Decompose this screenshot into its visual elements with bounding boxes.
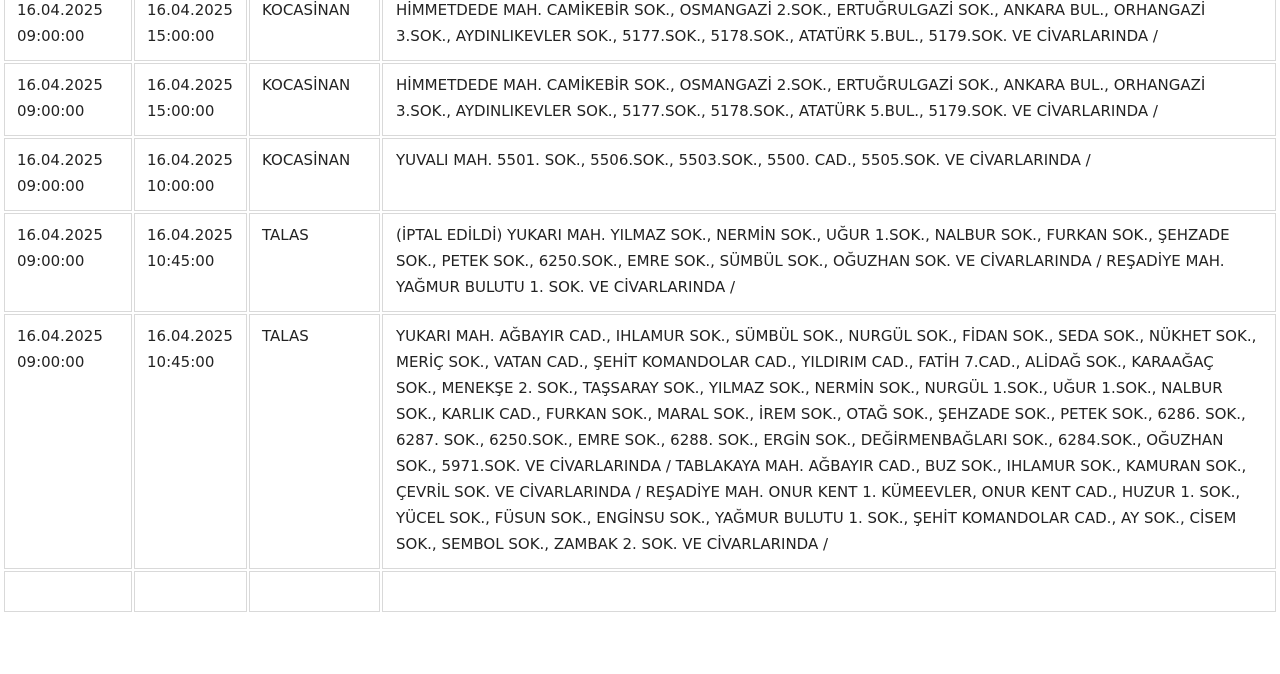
- start-datetime-cell: [4, 314, 132, 569]
- table-row: [4, 314, 1276, 569]
- end-datetime-cell: [134, 213, 247, 312]
- start-time: 09:00:00: [17, 27, 85, 45]
- end-date: 16.04.2025: [147, 76, 233, 94]
- end-datetime-cell: [134, 138, 247, 211]
- address-cell: HİMMETDEDE MAH. CAMİKEBİR SOK., OSMANGAZİ 2.SOK., ERTUĞRULGAZİ SOK., ANKARA BUL., ORHANGAZİ 3.SOK., AYDINLIKEVLER SOK., 5177.SOK., 5178.SOK., ATATÜRK 5.BUL., 5179.SOK. VE CİVARLARINDA /: [382, 0, 1276, 61]
- start-date: 16.04.2025: [17, 1, 103, 19]
- table-row: [4, 138, 1276, 211]
- table-row: [4, 63, 1276, 136]
- power-outage-table: [2, 0, 1278, 614]
- district-cell: KOCASİNAN: [249, 138, 380, 211]
- address-cell: YUVALI MAH. 5501. SOK., 5506.SOK., 5503.SOK., 5500. CAD., 5505.SOK. VE CİVARLARINDA /: [382, 138, 1276, 211]
- start-datetime-cell: [4, 0, 132, 61]
- end-datetime-cell: [134, 314, 247, 569]
- end-time: 10:00:00: [147, 177, 215, 195]
- end-time: 10:45:00: [147, 252, 215, 270]
- start-date: 16.04.2025: [17, 226, 103, 244]
- start-datetime-cell: [4, 138, 132, 211]
- district-cell: TALAS: [249, 314, 380, 569]
- district-cell: KOCASİNAN: [249, 63, 380, 136]
- end-datetime-cell: [134, 0, 247, 61]
- district-cell: TALAS: [249, 213, 380, 312]
- start-time: 09:00:00: [17, 177, 85, 195]
- start-time: 09:00:00: [17, 252, 85, 270]
- end-date: 16.04.2025: [147, 327, 233, 345]
- table-row: [4, 213, 1276, 312]
- start-datetime-cell: [4, 213, 132, 312]
- empty-cell: [249, 571, 380, 612]
- empty-cell: [4, 571, 132, 612]
- end-time: 15:00:00: [147, 102, 215, 120]
- address-cell: (İPTAL EDİLDİ) YUKARI MAH. YILMAZ SOK., NERMİN SOK., UĞUR 1.SOK., NALBUR SOK., FURKAN SOK., ŞEHZADE SOK., PETEK SOK., 6250.SOK., EMRE SOK., SÜMBÜL SOK., OĞUZHAN SOK. VE CİVARLARINDA / REŞADİYE MAH. YAĞMUR BULUTU 1. SOK. VE CİVARLARINDA /: [382, 213, 1276, 312]
- end-date: 16.04.2025: [147, 1, 233, 19]
- end-time: 10:45:00: [147, 353, 215, 371]
- end-date: 16.04.2025: [147, 151, 233, 169]
- start-time: 09:00:00: [17, 353, 85, 371]
- address-cell: YUKARI MAH. AĞBAYIR CAD., IHLAMUR SOK., SÜMBÜL SOK., NURGÜL SOK., FİDAN SOK., SEDA SOK., NÜKHET SOK., MERİÇ SOK., VATAN CAD., ŞEHİT KOMANDOLAR CAD., YILDIRIM CAD., FATİH 7.CAD., ALİDAĞ SOK., KARAAĞAÇ SOK., MENEKŞE 2. SOK., TAŞSARAY SOK., YILMAZ SOK., NERMİN SOK., NURGÜL 1.SOK., UĞUR 1.SOK., NALBUR SOK., KARLIK CAD., FURKAN SOK., MARAL SOK., İREM SOK., OTAĞ SOK., ŞEHZADE SOK., PETEK SOK., 6286. SOK., 6287. SOK., 6250.SOK., EMRE SOK., 6288. SOK., ERGİN SOK., DEĞİRMENBAĞLARI SOK., 6284.SOK., OĞUZHAN SOK., 5971.SOK. VE CİVARLARINDA / TABLAKAYA MAH. AĞBAYIR CAD., BUZ SOK., IHLAMUR SOK., KAMURAN SOK., ÇEVRİL SOK. VE CİVARLARINDA / REŞADİYE MAH. ONUR KENT 1. KÜMEEVLER, ONUR KENT CAD., HUZUR 1. SOK., YÜCEL SOK., FÜSUN SOK., ENGİNSU SOK., YAĞMUR BULUTU 1. SOK., ŞEHİT KOMANDOLAR CAD., AY SOK., CİSEM SOK., SEMBOL SOK., ZAMBAK 2. SOK. VE CİVARLARINDA /: [382, 314, 1276, 569]
- end-time: 15:00:00: [147, 27, 215, 45]
- table-row-partial: [4, 571, 1276, 612]
- start-datetime-cell: [4, 63, 132, 136]
- empty-cell: [382, 571, 1276, 612]
- end-datetime-cell: [134, 63, 247, 136]
- address-cell: HİMMETDEDE MAH. CAMİKEBİR SOK., OSMANGAZİ 2.SOK., ERTUĞRULGAZİ SOK., ANKARA BUL., ORHANGAZİ 3.SOK., AYDINLIKEVLER SOK., 5177.SOK., 5178.SOK., ATATÜRK 5.BUL., 5179.SOK. VE CİVARLARINDA /: [382, 63, 1276, 136]
- empty-cell: [134, 571, 247, 612]
- end-date: 16.04.2025: [147, 226, 233, 244]
- start-date: 16.04.2025: [17, 76, 103, 94]
- table-row: [4, 0, 1276, 61]
- start-date: 16.04.2025: [17, 327, 103, 345]
- start-time: 09:00:00: [17, 102, 85, 120]
- district-cell: KOCASİNAN: [249, 0, 380, 61]
- start-date: 16.04.2025: [17, 151, 103, 169]
